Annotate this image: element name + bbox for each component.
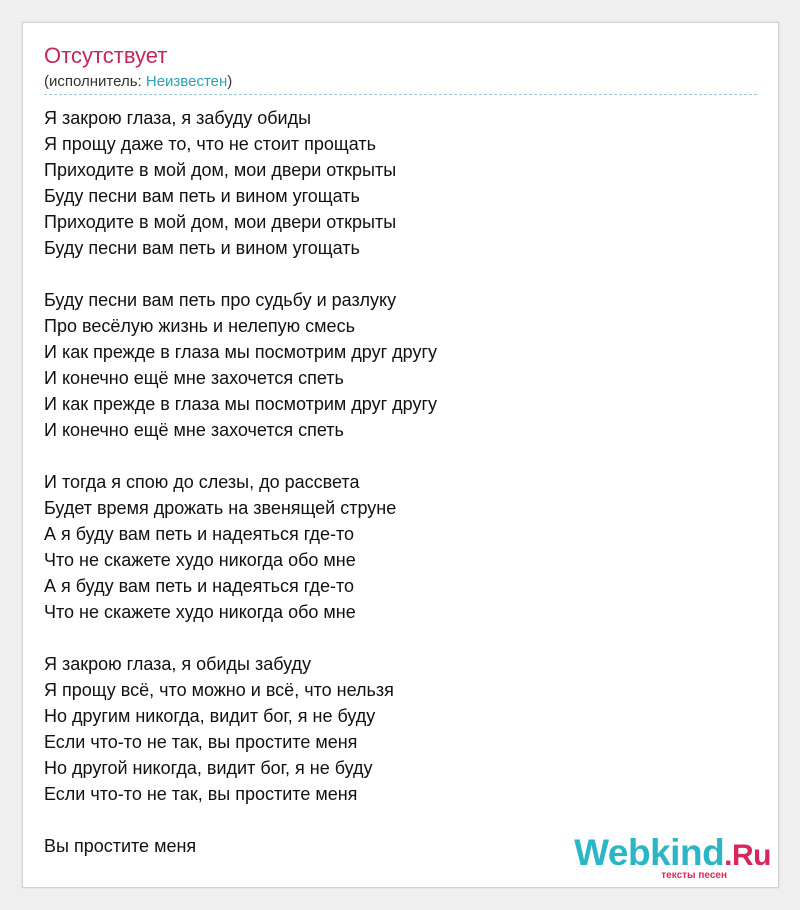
- lyric-line: Что не скажете худо никогда обо мне: [44, 550, 356, 570]
- lyric-line: Буду песни вам петь и вином угощать: [44, 186, 360, 206]
- artist-prefix: (исполнитель:: [44, 73, 146, 90]
- lyrics-stanza: [44, 469, 744, 625]
- webkind-logo[interactable]: [574, 832, 771, 881]
- lyric-line: А я буду вам петь и надеяться где-то: [44, 524, 355, 544]
- lyric-line: И конечно ещё мне захочется спеть: [44, 420, 344, 440]
- artist-link[interactable]: Неизвестен: [145, 73, 228, 90]
- lyric-line: Буду песни вам петь и вином угощать: [44, 238, 360, 258]
- lyric-line: Если что-то не так, вы простите меня: [44, 784, 358, 804]
- lyrics-stanza: [44, 105, 744, 261]
- lyric-line: Я прощу даже то, что не стоит прощать: [44, 134, 376, 154]
- song-title: Отсутствует: [44, 43, 168, 68]
- lyrics-body: [44, 105, 744, 885]
- lyric-line: И конечно ещё мне захочется спеть: [44, 368, 344, 388]
- lyrics-stanza: [44, 287, 744, 443]
- artist-suffix: ): [227, 73, 233, 90]
- lyric-line: Вы простите меня: [44, 836, 197, 856]
- lyric-line: Про весёлую жизнь и нелепую смесь: [44, 316, 355, 336]
- lyric-line: Я закрою глаза, я обиды забуду: [44, 654, 312, 674]
- lyric-line: И как прежде в глаза мы посмотрим друг другу: [44, 342, 438, 362]
- lyric-line: Будет время дрожать на звенящей струне: [44, 498, 397, 518]
- lyric-line: Я прощу всё, что можно и всё, что нельзя: [44, 680, 394, 700]
- lyrics-stanza: [44, 651, 744, 807]
- lyric-line: Но другой никогда, видит бог, я не буду: [44, 758, 373, 778]
- artist-line: [44, 73, 232, 91]
- lyric-line: Но другим никогда, видит бог, я не буду: [44, 706, 376, 726]
- lyric-line: Что не скажете худо никогда обо мне: [44, 602, 356, 622]
- lyric-line: Приходите в мой дом, мои двери открыты: [44, 160, 397, 180]
- logo-suffix-text: .Ru: [724, 839, 771, 872]
- lyrics-card: [22, 22, 779, 888]
- lyric-line: Приходите в мой дом, мои двери открыты: [44, 212, 397, 232]
- lyric-line: Я закрою глаза, я забуду обиды: [44, 108, 312, 128]
- logo-main-text: Webkind: [574, 832, 725, 873]
- lyric-line: А я буду вам петь и надеяться где-то: [44, 576, 355, 596]
- lyric-line: Если что-то не так, вы простите меня: [44, 732, 358, 752]
- title-divider: [44, 94, 757, 95]
- lyric-line: И тогда я спою до слезы, до рассвета: [44, 472, 360, 492]
- logo-tagline: тексты песен: [661, 870, 727, 881]
- lyric-line: Буду песни вам петь про судьбу и разлуку: [44, 290, 397, 310]
- lyric-line: И как прежде в глаза мы посмотрим друг другу: [44, 394, 438, 414]
